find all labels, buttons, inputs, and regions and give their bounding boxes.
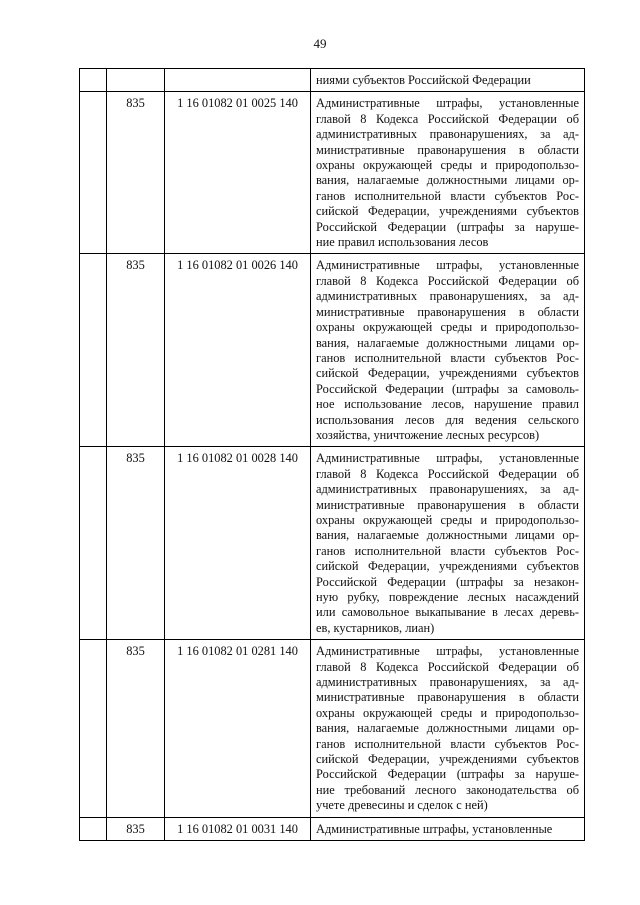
description-line: ниями субъектов Российской Федерации [316, 73, 531, 87]
description-line: ную рубку, повреждение лесных насаждений [316, 590, 579, 604]
description-line: Административные штрафы, установленные [316, 451, 579, 466]
table-row [80, 447, 585, 640]
description-line: сийской Федерации, учреждениями субъектов [316, 559, 579, 574]
description-line: ганов исполнительной власти субъектов Рос- [316, 736, 579, 751]
description-line: ние правил использования лесов [316, 235, 489, 250]
description-line: охраны окружающей среды и природопользо- [316, 320, 579, 335]
description-line: министративные правонарушения в области [316, 304, 579, 319]
table-body [80, 69, 585, 841]
description-cell [311, 92, 585, 254]
description-line: ганов исполнительной власти субъектов Рос- [316, 543, 579, 558]
description-line: охраны окружающей среды и природопользо- [316, 705, 579, 720]
admin-code-cell: 835 [107, 640, 165, 817]
description-line: главой 8 Кодекса Российской Федерации об [316, 466, 579, 481]
blank-cell [80, 447, 107, 640]
table-row [80, 817, 585, 840]
table-row [80, 92, 585, 254]
description-line: сийской Федерации, учреждениями субъектов [316, 752, 579, 767]
budget-code-cell: 1 16 01082 01 0281 140 [165, 640, 311, 817]
description-line: ганов исполнительной власти субъектов Рос- [316, 350, 579, 365]
description-line: охраны окружающей среды и природопользо- [316, 158, 579, 173]
description-line: главой 8 Кодекса Российской Федерации об [316, 659, 579, 674]
description-line: министративные правонарушения в области [316, 142, 579, 157]
description-line: или самовольное выкапывание в лесах деревь- [316, 605, 579, 620]
blank-cell [80, 92, 107, 254]
admin-code-cell: 835 [107, 817, 165, 840]
budget-code-cell: 1 16 01082 01 0026 140 [165, 254, 311, 447]
admin-code-cell: 835 [107, 447, 165, 640]
blank-cell [80, 817, 107, 840]
description-line: административных правонарушениях, за ад- [316, 482, 579, 497]
admin-code-cell: 835 [107, 92, 165, 254]
budget-code-cell: 1 16 01082 01 0025 140 [165, 92, 311, 254]
description-line: сийской Федерации, учреждениями субъектов [316, 204, 579, 219]
blank-cell [80, 69, 107, 92]
budget-code-cell: 1 16 01082 01 0031 140 [165, 817, 311, 840]
description-line: Российской Федерации (штрафы за незакон- [316, 574, 579, 589]
description-line: вания, налагаемые должностными лицами ор- [316, 335, 579, 350]
description-line: Административные штрафы, установленные [316, 644, 579, 659]
description-line: ев, кустарников, лиан) [316, 620, 435, 635]
budget-code-cell [165, 69, 311, 92]
description-line: охраны окружающей среды и природопользо- [316, 512, 579, 527]
description-cell [311, 254, 585, 447]
description-line: вания, налагаемые должностными лицами ор- [316, 528, 579, 543]
description-line: Российской Федерации (штрафы за самоволь- [316, 381, 579, 396]
budget-codes-table [79, 68, 585, 841]
table-row [80, 69, 585, 92]
description-line: административных правонарушениях, за ад- [316, 289, 579, 304]
description-line: ное использование лесов, нарушение правил [316, 397, 579, 412]
description-line: Административные штрафы, установленные [316, 96, 579, 111]
description-line: вания, налагаемые должностными лицами ор- [316, 721, 579, 736]
description-line: хозяйства, уничтожение лесных ресурсов) [316, 427, 540, 442]
description-line: Российской Федерации (штрафы за наруше- [316, 767, 579, 782]
budget-code-cell: 1 16 01082 01 0028 140 [165, 447, 311, 640]
description-cell [311, 69, 585, 92]
description-line: вания, налагаемые должностными лицами ор- [316, 173, 579, 188]
table-row [80, 254, 585, 447]
description-cell [311, 447, 585, 640]
admin-code-cell: 835 [107, 254, 165, 447]
description-line: главой 8 Кодекса Российской Федерации об [316, 111, 579, 126]
admin-code-cell [107, 69, 165, 92]
blank-cell [80, 640, 107, 817]
blank-cell [80, 254, 107, 447]
description-line: ние требований лесного законодательства об [316, 782, 579, 797]
description-line: Российской Федерации (штрафы за наруше- [316, 219, 579, 234]
description-cell [311, 817, 585, 840]
description-line: министративные правонарушения в области [316, 690, 579, 705]
description-line: Административные штрафы, установленные [316, 258, 579, 273]
description-line: Административные штрафы, установленные [316, 821, 553, 836]
description-line: ганов исполнительной власти субъектов Рос- [316, 188, 579, 203]
description-cell [311, 640, 585, 817]
description-line: сийской Федерации, учреждениями субъектов [316, 366, 579, 381]
table-row [80, 640, 585, 817]
description-line: административных правонарушениях, за ад- [316, 127, 579, 142]
description-line: административных правонарушениях, за ад- [316, 675, 579, 690]
description-line: главой 8 Кодекса Российской Федерации об [316, 273, 579, 288]
description-line: министративные правонарушения в области [316, 497, 579, 512]
page-number: 49 [313, 36, 327, 51]
description-line: использования лесов для ведения сельского [316, 412, 579, 427]
description-line: учете древесины и сделок с ней) [316, 798, 488, 813]
